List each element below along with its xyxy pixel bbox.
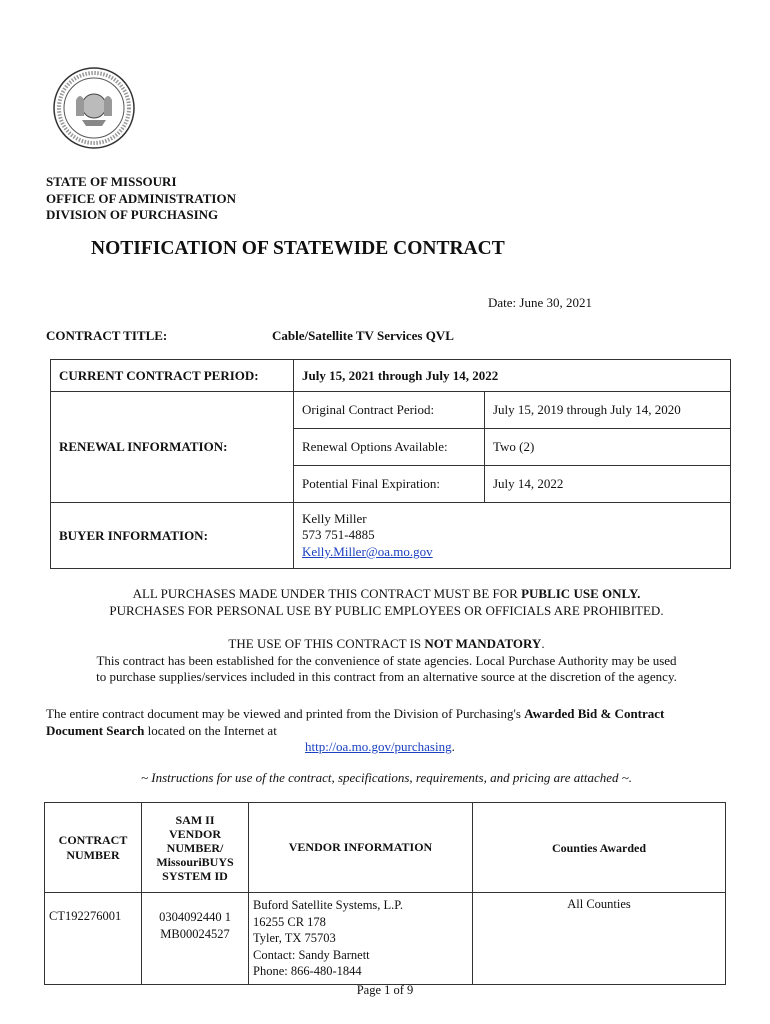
- personal-use-text: PURCHASES FOR PERSONAL USE BY PUBLIC EMPLOYEES OR OFFICIALS ARE PROHIBITED.: [109, 602, 664, 618]
- vendor-table: [44, 802, 726, 985]
- table-row: [45, 893, 726, 985]
- contract-title-value: Cable/Satellite TV Services QVL: [272, 328, 454, 343]
- row-sam-number: [142, 893, 249, 985]
- header-sam-vendor: [142, 803, 249, 893]
- row-sam-a: 0304092440 1: [159, 910, 231, 924]
- header-sam-line-3: NUMBER/: [166, 840, 224, 855]
- page-number: Page 1 of 9: [356, 983, 414, 997]
- notice-date: Date: June 30, 2021: [488, 295, 592, 310]
- header-sam-line-2: VENDOR: [168, 826, 221, 841]
- contract-info-table: [50, 359, 731, 569]
- renewal-options-value: Two (2): [485, 429, 731, 466]
- doc-search-bold-2: Document Search: [46, 722, 145, 738]
- contract-title-label: CONTRACT TITLE:: [46, 328, 168, 343]
- mandatory-period: .: [541, 636, 545, 651]
- row-contract-number: CT192276001: [45, 893, 142, 985]
- renewal-label: RENEWAL INFORMATION:: [51, 392, 294, 503]
- document-title: NOTIFICATION OF STATEWIDE CONTRACT: [91, 238, 505, 259]
- row-sam-b: MB00024527: [160, 926, 230, 941]
- row-vendor-info: [249, 893, 473, 985]
- header-sam-line-4: MissouriBUYS: [156, 854, 234, 869]
- instructions-note: ~ Instructions for use of the contract, specifications, requirements, and pricing are attached ~.: [140, 770, 633, 785]
- agency-header: [46, 174, 236, 224]
- mandatory-text: THE USE OF THIS CONTRACT IS: [228, 636, 425, 651]
- agency-line-office: OFFICE OF ADMINISTRATION: [46, 190, 236, 206]
- final-expiration-value: July 14, 2022: [485, 466, 731, 503]
- buyer-name: Kelly Miller: [302, 510, 367, 526]
- state-seal-icon: [52, 66, 136, 150]
- purchasing-url-link[interactable]: http://oa.mo.gov/purchasing: [305, 739, 452, 754]
- doc-search-end: .: [451, 739, 455, 754]
- doc-search-bold-1: Awarded Bid & Contract: [524, 706, 665, 721]
- public-use-notice: [46, 586, 727, 619]
- buyer-label: BUYER INFORMATION:: [51, 503, 294, 569]
- vendor-name: Buford Satellite Systems, L.P.: [253, 898, 403, 912]
- vendor-phone: Phone: 866-480-1844: [253, 964, 362, 978]
- header-vendor-information: VENDOR INFORMATION: [249, 803, 473, 893]
- local-authority-text: to purchase supplies/services included in this contract from an alternative source at the discretion of the agency.: [96, 669, 677, 684]
- vendor-street: 16255 CR 178: [253, 914, 326, 929]
- vendor-contact: Contact: Sandy Barnett: [253, 947, 370, 962]
- agency-line-state: STATE OF MISSOURI: [46, 174, 177, 189]
- renewal-options-label: Renewal Options Available:: [294, 429, 485, 466]
- mandatory-notice: [46, 636, 727, 686]
- final-expiration-label: Potential Final Expiration:: [294, 466, 485, 503]
- header-sam-line-5: SYSTEM ID: [162, 868, 228, 883]
- original-period-value: July 15, 2019 through July 14, 2020: [485, 392, 731, 429]
- vendor-city: Tyler, TX 75703: [253, 931, 336, 945]
- buyer-details: [294, 503, 731, 569]
- original-period-label: Original Contract Period:: [294, 392, 485, 429]
- agency-line-division: DIVISION OF PURCHASING: [46, 207, 219, 222]
- public-use-text: ALL PURCHASES MADE UNDER THIS CONTRACT MUST BE FOR: [132, 586, 522, 601]
- doc-search-text: The entire contract document may be viewed and printed from the Division of Purchasing's: [46, 706, 525, 721]
- doc-search-located: located on the Internet at: [144, 722, 277, 738]
- period-value: July 15, 2021 through July 14, 2022: [294, 360, 731, 392]
- public-use-bold: PUBLIC USE ONLY.: [521, 586, 641, 601]
- mandatory-bold: NOT MANDATORY: [424, 636, 542, 651]
- row-counties: All Counties: [473, 893, 726, 985]
- convenience-text: This contract has been established for the convenience of state agencies. Local Purchase Authority may be used: [96, 652, 677, 668]
- period-label: CURRENT CONTRACT PERIOD:: [51, 360, 294, 392]
- buyer-phone: 573 751-4885: [302, 527, 375, 543]
- header-counties-awarded: Counties Awarded: [473, 803, 726, 893]
- header-contract-number: CONTRACT NUMBER: [45, 803, 142, 893]
- buyer-email-link[interactable]: Kelly.Miller@oa.mo.gov: [302, 543, 433, 559]
- header-sam-line-1: SAM II: [175, 812, 215, 827]
- document-search-paragraph: [46, 706, 727, 756]
